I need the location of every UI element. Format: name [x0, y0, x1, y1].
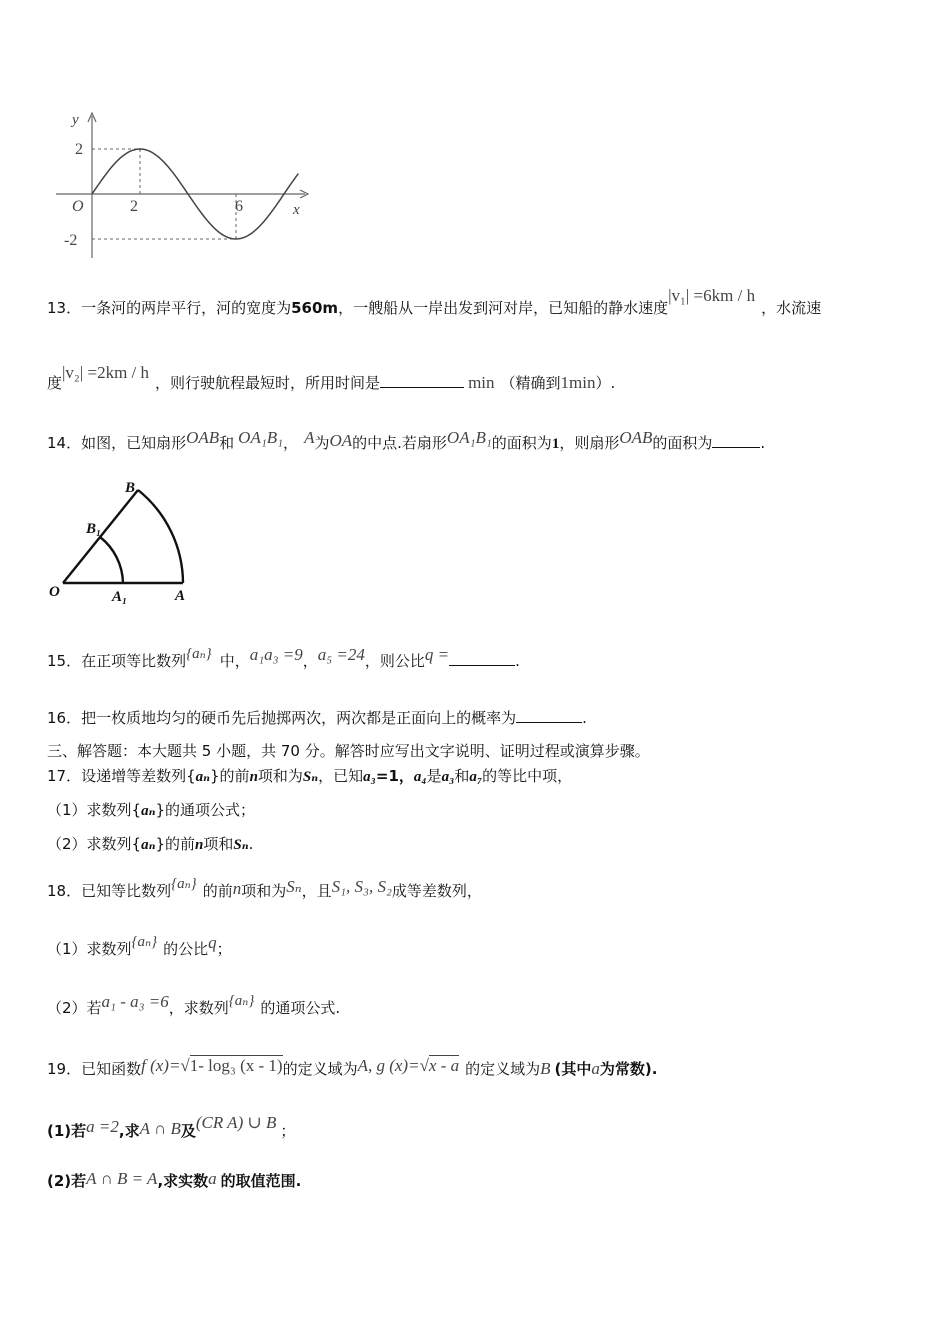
q17-an: aₙ [195, 769, 211, 785]
q19-fr: 1- log₃ (x - 1) [189, 1056, 283, 1075]
q17-text7: 和 [454, 767, 470, 785]
sector-figure [45, 475, 195, 610]
q17-a4: a₄ [413, 769, 427, 785]
q18-number: 18． [47, 882, 82, 900]
q13-text6: （精确到 [500, 374, 561, 392]
q13-answer-blank [380, 387, 464, 388]
y-tick-2: 2 [75, 141, 83, 158]
q17-a3: a₃ [441, 769, 455, 785]
q19-b: B [540, 1059, 551, 1078]
x-axis-label: x [293, 202, 300, 218]
q13-unit: min [468, 373, 495, 392]
q19-p1d: ； [280, 1122, 296, 1140]
q16-text2: . [582, 709, 587, 727]
q13-precision: 1min [560, 373, 596, 392]
q18-text5: 成等差数列， [391, 882, 482, 900]
q14-oa: OA [329, 431, 353, 450]
q13-number: 13． [47, 299, 82, 317]
q14-area: 1 [551, 436, 560, 452]
q13-text7: ）. [595, 374, 616, 392]
q17-text6: 是 [426, 767, 442, 785]
q18-s: S₁, S₃, S₂ [331, 877, 392, 896]
q15-text4: ，则公比 [364, 652, 425, 670]
q14-s4: OAB [619, 428, 653, 447]
q14-text6: 的面积为 [491, 434, 552, 452]
q16-number: 16． [47, 709, 82, 727]
q14-text1: 如图，已知扇形 [81, 434, 187, 452]
q18-p1: （1）求数列 [47, 940, 132, 958]
q17-text1: 设递增等差数列{ [81, 767, 196, 785]
sqrt-symbol-icon: √ [419, 1056, 429, 1075]
q18-p2c: 的通项公式. [260, 999, 341, 1017]
q14-s3: OA₁B₁ [446, 428, 492, 447]
q14-s1: OAB [186, 428, 220, 447]
y-tick-neg2: -2 [64, 232, 78, 249]
q17-p2: （2）求数列{ [47, 835, 142, 853]
q18-p1q: q [208, 933, 217, 952]
q19-p2c: 的取值范围. [220, 1172, 302, 1190]
q19-ag: A, g (x)= [357, 1056, 420, 1075]
q18-p2b: ，求数列 [168, 999, 229, 1017]
q17-p2b: }的前 [155, 835, 196, 853]
q14-answer-blank [712, 447, 760, 448]
q14-text5: 的中点.若扇形 [352, 434, 447, 452]
origin-label: O [72, 198, 84, 215]
q14-text2: 和 [219, 434, 235, 452]
question-14 [47, 428, 766, 453]
q19-p1eq: a =2 [86, 1117, 119, 1136]
q15-eq2: a₅ =24 [317, 645, 365, 664]
q13-text4: 度 [47, 374, 63, 392]
question-18-part2 [47, 992, 341, 1018]
q14-text8: 的面积为 [652, 434, 713, 452]
q19-a: a [591, 1059, 600, 1078]
q15-text3: ， [302, 652, 318, 670]
q19-text1: 已知函数 [81, 1060, 142, 1078]
q13-v2: |v₂| =2km / h [62, 363, 150, 382]
q19-gr: x - a [428, 1056, 460, 1075]
label-o: O [49, 584, 60, 600]
q17-p2a: aₙ [141, 837, 156, 853]
q18-text3: 项和为 [241, 882, 287, 900]
q15-answer-blank [449, 665, 515, 666]
q17-text8: 的等比中项， [482, 767, 573, 785]
q19-text2: 的定义域为 [282, 1060, 358, 1078]
q15-seq: {aₙ} [186, 646, 212, 662]
question-13-line2 [47, 363, 616, 393]
sector-arc-ab [138, 490, 183, 583]
question-18 [47, 876, 482, 901]
y-axis-label: y [72, 112, 79, 128]
q14-text4: 为 [314, 434, 330, 452]
q14-a: A [304, 428, 315, 447]
q17-p1a: aₙ [141, 803, 156, 819]
q17-p2s: Sₙ [233, 837, 249, 853]
label-b1: B₁ [86, 521, 102, 537]
question-16 [47, 707, 587, 728]
q19-p1: (1)若 [47, 1122, 87, 1140]
q19-p2b: ,求实数 [157, 1172, 209, 1190]
q18-p2eq: a₁ - a₃ =6 [101, 992, 169, 1011]
q18-p2: （2）若 [47, 999, 102, 1017]
q19-text5: 为常数). [599, 1060, 658, 1078]
q13-text5: ，则行驶航程最短时，所用时间是 [155, 374, 381, 392]
q16-answer-blank [516, 722, 582, 723]
q17-number: 17． [47, 767, 82, 785]
q14-text9: . [760, 434, 766, 452]
q19-p2: (2)若 [47, 1172, 87, 1190]
question-18-part1 [47, 933, 232, 959]
q13-text2: ，一艘船从一岸出发到河对岸，已知船的静水速度 [338, 299, 669, 317]
q15-number: 15． [47, 652, 82, 670]
q19-number: 19． [47, 1060, 82, 1078]
q18-text2: 的前 [202, 882, 233, 900]
question-19-part2 [47, 1170, 301, 1191]
q17-n: n [249, 769, 258, 785]
q18-text1: 已知等比数列 [81, 882, 172, 900]
q17-a7: a₇ [469, 769, 483, 785]
sector-arc-a1b1 [100, 537, 123, 583]
q18-sn: Sₙ [286, 877, 302, 896]
label-b: B [125, 480, 136, 496]
q15-q: q = [424, 645, 450, 664]
q18-text4: ，且 [301, 882, 332, 900]
q19-f: f (x)= [141, 1056, 181, 1075]
q14-s2: OA₁B₁ [238, 428, 284, 447]
q18-seq: {aₙ} [171, 876, 197, 892]
q19-p1y: (CR A) ∪ B [195, 1113, 277, 1132]
label-a: A [175, 588, 186, 604]
question-19-part1 [47, 1113, 296, 1141]
q17-p1: （1）求数列{ [47, 801, 142, 819]
q19-p1x: A ∩ B [139, 1119, 181, 1138]
q17-text5: =1， [375, 767, 414, 785]
q18-p1seq: {aₙ} [131, 934, 158, 950]
q17-p2d: . [248, 835, 254, 853]
graph-plot [56, 113, 308, 258]
question-15 [47, 645, 520, 671]
q17-text4: ，已知 [318, 767, 364, 785]
sqrt-symbol-icon: √ [180, 1056, 190, 1075]
q15-text5: . [515, 652, 520, 670]
q13-v1: |v₁| =6km / h [668, 286, 756, 305]
question-17-part2 [47, 833, 253, 854]
q15-text1: 在正项等比数列 [81, 652, 187, 670]
q17-p1b: }的通项公式； [155, 801, 256, 819]
question-17 [47, 765, 572, 786]
q18-p1b: 的公比 [163, 940, 209, 958]
q13-text3: ，水流速 [761, 299, 822, 317]
q18-p1c: ； [216, 940, 232, 958]
q17-text2: }的前 [210, 767, 250, 785]
q15-eq1: a₁a₃ =9 [249, 645, 303, 664]
q14-number: 14． [47, 434, 82, 452]
q17-p2n: n [195, 837, 204, 853]
q17-text3: 项和为 [257, 767, 303, 785]
q19-text3: 的定义域为 [465, 1060, 541, 1078]
question-13-line1 [47, 286, 822, 318]
q19-p1b: ,求 [118, 1122, 140, 1140]
q18-p2seq: {aₙ} [228, 993, 255, 1009]
q19-text4: (其中 [554, 1060, 592, 1078]
q13-text1: 一条河的两岸平行，河的宽度为 [81, 299, 292, 317]
q19-p1c: 及 [180, 1122, 196, 1140]
q18-n: n [232, 879, 242, 898]
q17-a3eq: a₃ [363, 769, 376, 785]
q19-p2a: a [208, 1169, 217, 1188]
q17-p2c: 项和 [203, 835, 234, 853]
question-17-part1 [47, 799, 255, 820]
q15-text2: 中， [219, 652, 250, 670]
question-19 [47, 1058, 657, 1079]
q13-width: 560m [291, 299, 339, 317]
label-a1: A₁ [112, 589, 128, 605]
q14-text3: ， [283, 434, 299, 452]
q16-text1: 把一枚质地均匀的硬币先后抛掷两次，两次都是正面向上的概率为 [81, 709, 517, 727]
section-header: 三、解答题：本大题共 5 小题，共 70 分。解答时应写出文字说明、证明过程或演算步骤。 [47, 742, 650, 760]
x-tick-2: 2 [130, 198, 138, 215]
x-tick-6: 6 [235, 198, 243, 215]
q19-p2eq: A ∩ B = A [86, 1169, 158, 1188]
q14-text7: ，则扇形 [559, 434, 620, 452]
q17-sn: Sₙ [302, 769, 319, 785]
sine-graph [48, 108, 318, 263]
